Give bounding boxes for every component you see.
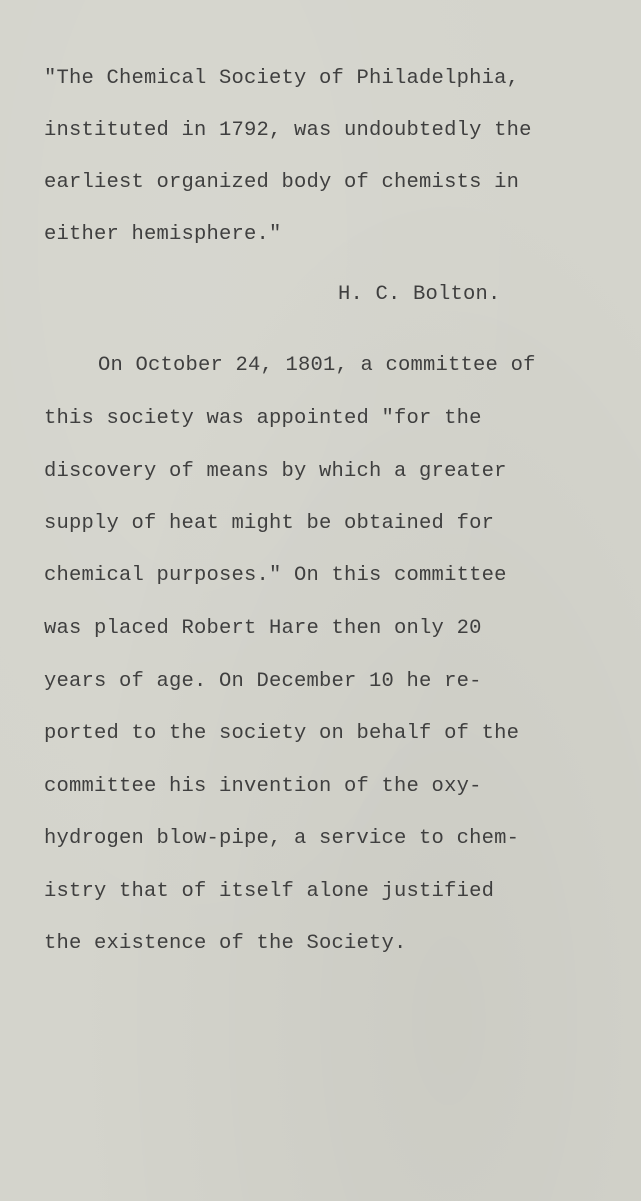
paragraph-line-1: On October 24, 1801, a committee of	[98, 354, 536, 377]
quote-line-1: "The Chemical Society of Philadelphia,	[44, 67, 520, 90]
quote-line-3: earliest organized body of chemists in	[44, 171, 520, 194]
paragraph-line-4: supply of heat might be obtained for	[44, 512, 495, 535]
paragraph-line-10: hydrogen blow-pipe, a service to chem-	[44, 827, 520, 850]
paragraph-line-5: chemical purposes." On this committee	[44, 564, 507, 587]
paragraph-line-6: was placed Robert Hare then only 20	[44, 617, 482, 640]
paragraph-line-9: committee his invention of the oxy-	[44, 775, 482, 798]
paragraph-line-2: this society was appointed "for the	[44, 407, 482, 430]
quote-line-4: either hemisphere."	[44, 223, 282, 246]
paragraph-line-11: istry that of itself alone justified	[44, 880, 495, 903]
paragraph-line-12: the existence of the Society.	[44, 932, 407, 955]
paragraph-line-3: discovery of means by which a greater	[44, 460, 507, 483]
paragraph-line-8: ported to the society on behalf of the	[44, 722, 520, 745]
quote-line-2: instituted in 1792, was undoubtedly the	[44, 119, 532, 142]
quote-attribution: H. C. Bolton.	[338, 283, 501, 306]
paragraph-line-7: years of age. On December 10 he re-	[44, 670, 482, 693]
